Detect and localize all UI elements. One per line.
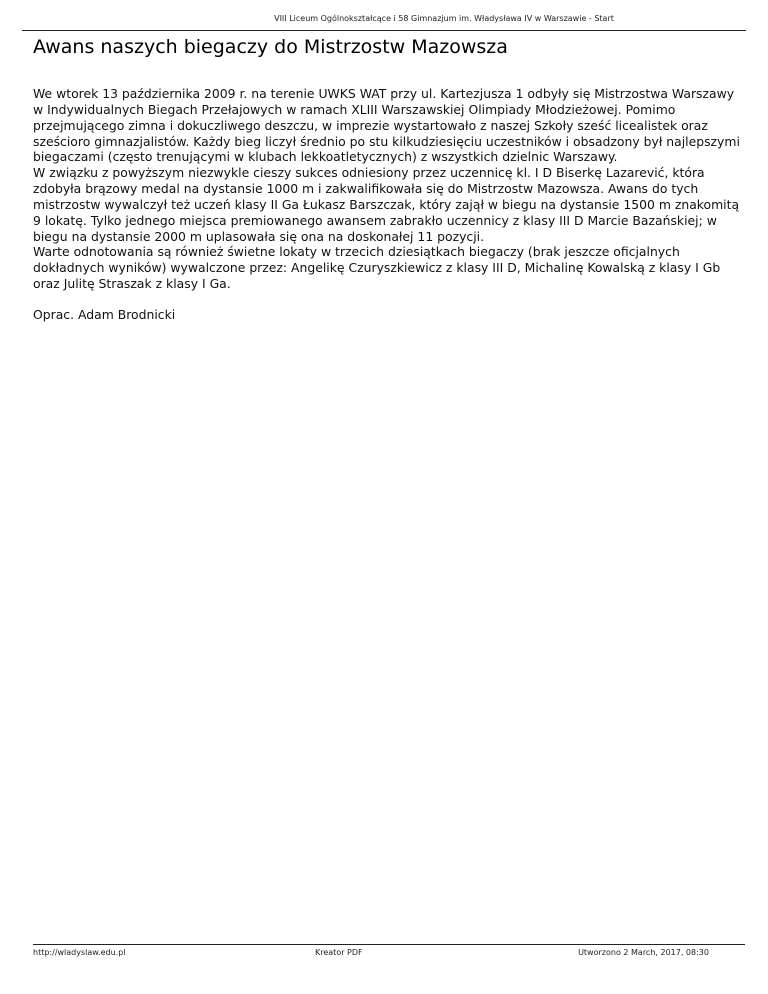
site-title: VIII Liceum Ogólnokształcące i 58 Gimnazjum im. Władysława IV w Warszawie - Start: [274, 14, 614, 23]
article-signature: Oprac. Adam Brodnicki: [33, 306, 176, 322]
footer-created-date: Utworzono 2 March, 2017, 08:30: [578, 948, 709, 957]
article-title: Awans naszych biegaczy do Mistrzostw Mazowsza: [33, 36, 508, 58]
footer-url: http://wladyslaw.edu.pl: [33, 948, 126, 957]
article-body: [33, 86, 745, 323]
article-paragraph: W związku z powyższym niezwykle cieszy sukces odniesiony przez uczennicę kl. I D Biserkę Lazarević, która zdobyła brązowy medal na dystansie 1000 m i zakwalifikowała się do Mistrzostw Mazowsza. Awans do tych mistrzostw wywalczył też uczeń klasy II Ga Łukasz Barszczak, który zajął w biegu na dystansie 1500 m znakomitą 9 lokatę. Tylko jednego miejsca premiowanego awansem zabrakło uczennicy z klasy III D Marcie Bazańskiej; w biegu na dystansie 2000 m uplasowała się ona na doskonałej 11 pozycji.: [33, 165, 740, 244]
page-footer: [33, 944, 745, 957]
footer-generator: Kreator PDF: [315, 948, 363, 957]
article-paragraph: Warte odnotowania są również świetne lokaty w trzecich dziesiątkach biegaczy (brak jeszcze oficjalnych dokładnych wyników) wywalczone przez: Angelikę Czuryszkiewicz z klasy III D, Michalinę Kowalską z klasy I Gb oraz Julitę Straszak z klasy I Ga.: [33, 244, 721, 292]
page-header: [22, 12, 746, 31]
article-paragraph: We wtorek 13 października 2009 r. na terenie UWKS WAT przy ul. Kartezjusza 1 odbyły się Mistrzostwa Warszawy w Indywidualnych Biegach Przełajowych w ramach XLIII Warszawskiej Olimpiady Młodzieżowej. Pomimo przejmującego zimna i dokuczliwego deszczu, w imprezie wystartowało z naszej Szkoły sześć licealistek oraz sześcioro gimnazjalistów. Każdy bieg liczył średnio po stu kilkudziesięciu uczestników i obsadzony był najlepszymi biegaczami (często trenującymi w klubach lekkoatletycznych) z wszystkich dzielnic Warszawy.: [33, 86, 740, 165]
